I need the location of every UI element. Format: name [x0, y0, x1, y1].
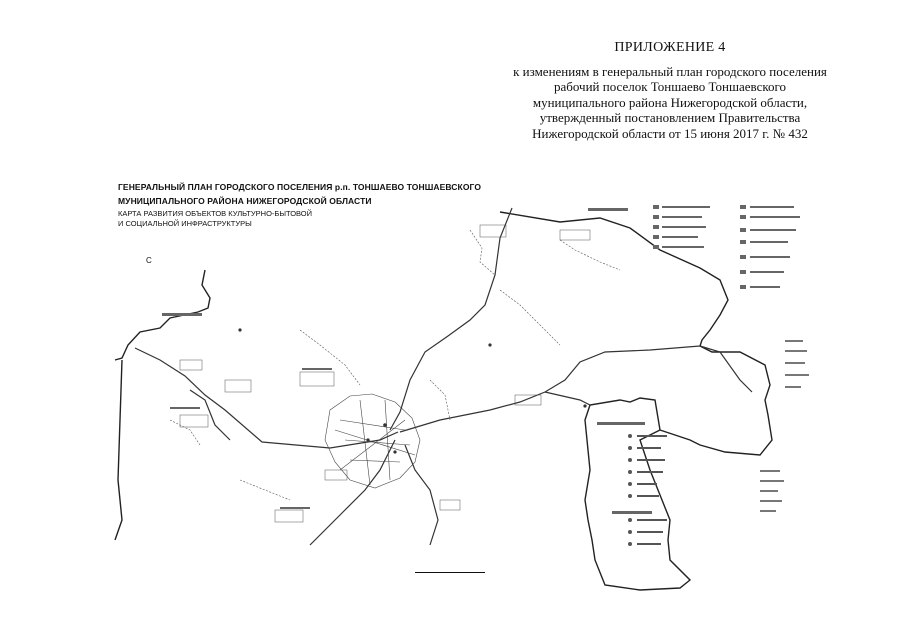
legend-symbol — [628, 518, 632, 522]
map-legend-right — [760, 340, 809, 512]
villages — [180, 225, 590, 522]
label-placeholder — [162, 313, 202, 316]
object-symbol — [238, 328, 241, 331]
road — [545, 392, 590, 405]
village — [180, 415, 208, 427]
legend-text — [662, 236, 698, 238]
object-symbol — [366, 438, 369, 441]
label-placeholder — [588, 208, 628, 211]
appendix-line: рабочий поселок Тоншаево Тоншаевского — [553, 79, 787, 94]
legend-swatch — [740, 228, 746, 232]
settlement-labels — [162, 208, 652, 514]
legend-symbol — [628, 542, 632, 546]
footer-rule — [415, 572, 485, 573]
legend-text — [637, 519, 667, 521]
legend-text — [750, 271, 784, 273]
appendix-line: муниципального района Нижегородской области, — [532, 94, 808, 110]
village — [225, 380, 251, 392]
legend-symbol — [628, 494, 632, 498]
legend-text — [637, 459, 665, 461]
legend-text — [637, 483, 657, 485]
road — [400, 346, 700, 432]
legend-swatch — [653, 225, 659, 229]
legend-text — [785, 374, 809, 376]
legend-swatch — [653, 235, 659, 239]
legend-text — [662, 206, 710, 208]
map-legend-top — [653, 205, 800, 289]
label-placeholder — [302, 368, 332, 370]
legend-text — [750, 256, 790, 258]
legend-text — [750, 241, 788, 243]
infrastructure-symbols — [238, 328, 586, 453]
legend-text — [662, 226, 706, 228]
legend-swatch — [740, 285, 746, 289]
legend-text — [750, 229, 796, 231]
road — [310, 440, 395, 545]
village — [275, 510, 303, 522]
legend-text — [637, 495, 659, 497]
legend-text — [750, 206, 794, 208]
legend-text — [785, 350, 807, 352]
map-legend-symbols — [628, 434, 667, 546]
legend-text — [785, 362, 805, 364]
map-subtitle — [118, 209, 378, 228]
legend-symbol — [628, 458, 632, 462]
legend-text — [637, 531, 663, 533]
legend-text — [637, 447, 661, 449]
legend-swatch — [740, 240, 746, 244]
village — [180, 360, 202, 370]
legend-swatch — [740, 215, 746, 219]
legend-text — [662, 246, 704, 248]
legend-swatch — [740, 255, 746, 259]
label-placeholder — [597, 422, 645, 425]
village — [440, 500, 460, 510]
legend-text — [750, 286, 780, 288]
legend-text — [637, 543, 661, 545]
road — [135, 348, 398, 448]
track — [170, 420, 200, 445]
legend-symbol — [628, 470, 632, 474]
appendix-line: утвержденный постановлением Правительства — [539, 110, 801, 125]
track — [560, 240, 620, 270]
north-arrow-label: С — [146, 256, 152, 265]
map-title-line: МУНИЦИПАЛЬНОГО РАЙОНА НИЖЕГОРОДСКОЙ ОБЛАСТИ — [118, 196, 372, 206]
legend-text — [760, 500, 782, 502]
map-subtitle-line: И СОЦИАЛЬНОЙ ИНФРАСТРУКТУРЫ — [118, 218, 252, 228]
legend-text — [760, 510, 776, 512]
track — [240, 480, 290, 500]
legend-text — [662, 216, 702, 218]
legend-text — [637, 435, 667, 437]
village — [560, 230, 590, 240]
legend-text — [785, 386, 801, 388]
map-title-line: ГЕНЕРАЛЬНЫЙ ПЛАН ГОРОДСКОГО ПОСЕЛЕНИЯ р.п. ТОНШАЕВО ТОНШАЕВСКОГО — [118, 182, 482, 192]
road — [700, 346, 752, 392]
legend-text — [760, 480, 784, 482]
legend-symbol — [628, 446, 632, 450]
appendix-heading: ПРИЛОЖЕНИЕ 4 — [614, 40, 726, 55]
label-placeholder — [612, 511, 652, 514]
village — [300, 372, 334, 386]
local-tracks — [170, 230, 620, 500]
legend-swatch — [740, 270, 746, 274]
track — [300, 330, 360, 385]
road — [405, 445, 438, 545]
legend-swatch — [740, 205, 746, 209]
legend-symbol — [628, 434, 632, 438]
legend-swatch — [653, 205, 659, 209]
object-symbol — [488, 343, 491, 346]
legend-text — [637, 471, 663, 473]
track — [500, 290, 560, 345]
village — [325, 470, 347, 480]
legend-text — [760, 470, 780, 472]
object-symbol — [383, 423, 387, 427]
track — [430, 380, 450, 420]
legend-swatch — [653, 245, 659, 249]
appendix-line: Нижегородской области от 15 июня 2017 г. № 432 — [532, 125, 808, 141]
road — [390, 208, 512, 430]
map-title — [118, 180, 498, 208]
village — [515, 395, 541, 405]
label-placeholder — [280, 507, 310, 509]
legend-text — [760, 490, 778, 492]
map-subtitle-line: КАРТА РАЗВИТИЯ ОБЪЕКТОВ КУЛЬТУРНО-БЫТОВОЙ — [118, 209, 313, 218]
object-symbol — [583, 404, 586, 407]
legend-symbol — [628, 482, 632, 486]
legend-text — [750, 216, 800, 218]
village — [480, 225, 506, 237]
legend-symbol — [628, 530, 632, 534]
legend-swatch — [653, 215, 659, 219]
object-symbol — [393, 450, 396, 453]
label-placeholder — [170, 407, 200, 409]
appendix-line: к изменениям в генеральный план городского поселения — [513, 63, 827, 79]
legend-text — [785, 340, 803, 342]
